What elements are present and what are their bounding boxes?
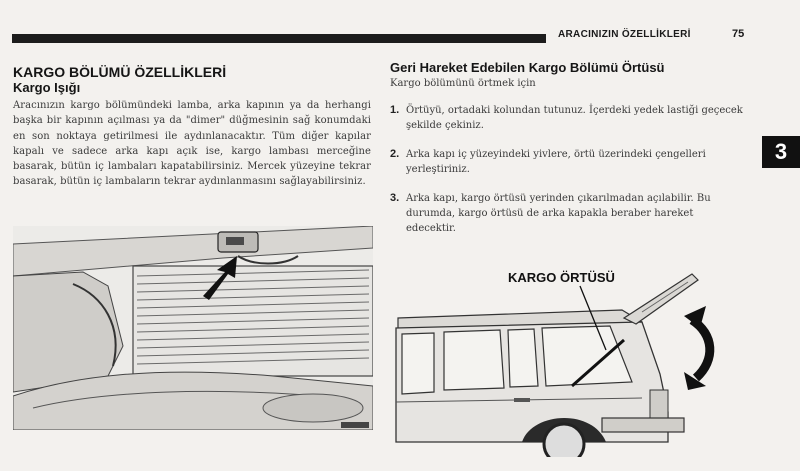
cargo-cover-label: KARGO ÖRTÜSÜ [508,270,615,285]
header-rule [12,34,546,43]
cover-subtitle: Kargo bölümünü örtmek için [390,78,536,89]
right-column [390,60,750,250]
step-number: 3. [390,192,400,204]
step-text: Arka kapı iç yüzeyindeki yivlere, örtü üzerindeki çengelleri yerleştiriniz. [406,149,706,175]
section-subtitle: Kargo Işığı [13,80,81,95]
lamp-paragraph: Aracınızın kargo bölümündeki lamba, arka kapının ya da herhangi başka bir kapının açılması ya da "dimer" düğmesinin sağ konumdaki en son noktaya getirilmesi ile aydınlanacaktır. Tüm diğer kapılar kapalı ve sadece arka kapı açık ise, kargo lambası merceğine basarak, bütün iç lambaları kapatabilirsiniz. Mercek yüzeyine tekrar basarak, bütün iç lambaların tekrar aydınlanmasını sağlayabilirsiniz. [13,100,371,188]
chapter-tab: 3 [762,136,800,168]
page-number: 75 [732,28,745,40]
step-number: 1. [390,104,400,116]
section-title: KARGO BÖLÜMÜ ÖZELLİKLERİ [13,64,227,80]
list-item [390,147,750,177]
running-head: ARACINIZIN ÖZELLİKLERİ [558,29,691,40]
left-column [13,64,371,190]
cargo-lamp-illustration [13,226,373,430]
step-text: Arka kapı, kargo örtüsü yerinden çıkarılmadan açılabilir. Bu durumda, kargo örtüsü de arka kapakla beraber hareket edecektir. [406,193,711,234]
vehicle-rear-cargo-cover-illustration [392,262,762,457]
page-header [12,26,752,46]
list-item [390,191,750,236]
cover-title: Geri Hareket Edebilen Kargo Bölümü Örtüsü [390,60,665,75]
list-item [390,103,750,133]
step-text: Örtüyü, ortadaki kolundan tutunuz. İçerdeki yedek lastiği geçecek şekilde çekiniz. [406,105,743,131]
cover-steps [390,103,750,236]
step-number: 2. [390,148,400,160]
cargo-cover-figure [392,262,762,457]
